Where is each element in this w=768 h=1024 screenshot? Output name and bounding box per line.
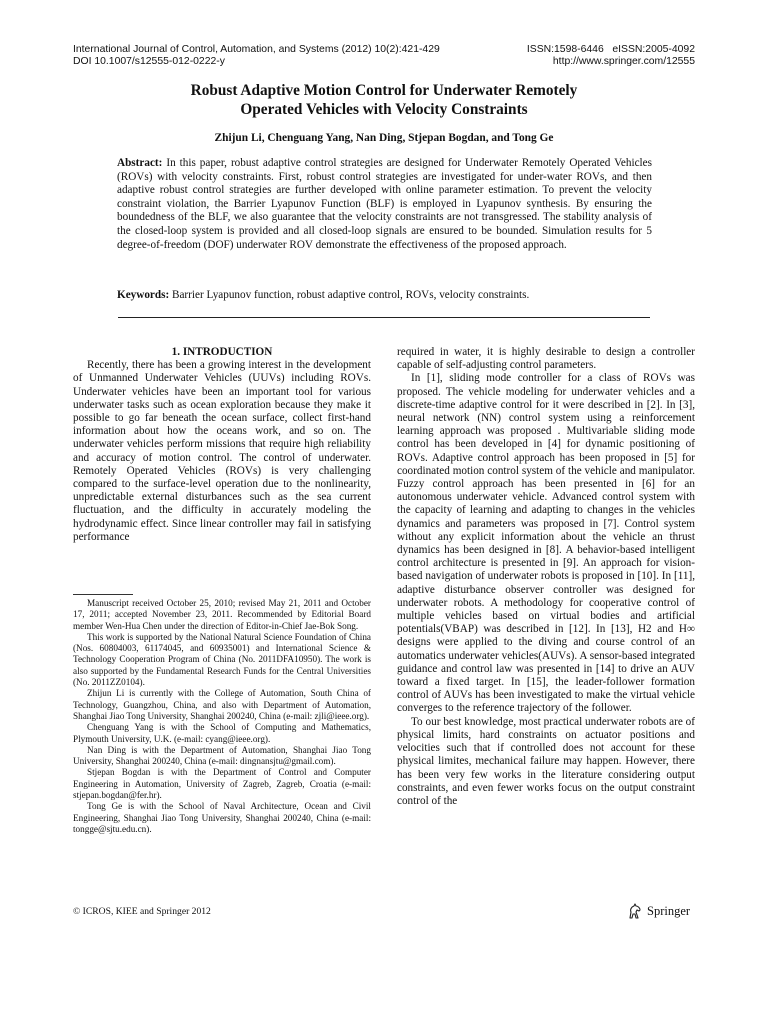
copyright-notice: © ICROS, KIEE and Springer 2012 [73,906,211,917]
journal-url[interactable]: http://www.springer.com/12555 [552,56,695,67]
abstract-label: Abstract: [117,157,163,169]
paper-title [73,81,695,119]
footnote-author-ding: Nan Ding is with the Department of Automation, Shanghai Jiao Tong University, Shanghai 200240, China (e-mail: dingnansjtu@gmail.com). [73,744,371,767]
footnote-author-li: Zhijun Li is currently with the College of Automation, South China of Technology, Guangzhou, China, and also with Department of Automation, Shanghai Jiao Tong University, Shanghai 200240, China (e-mail: zjli@ieee.org). [73,688,371,721]
journal-header-left [73,44,440,68]
journal-header-right [515,44,695,68]
section-divider [118,317,650,318]
title-line-1: Robust Adaptive Motion Control for Underwater Remotely [190,82,578,99]
footnote-funding: This work is supported by the National Natural Science Foundation of China (Nos. 60804003, 61174045, and 60935001) and International Science & Technology Cooperation Program of China (No. 2011DFA10950). The work is also supported by the Fundamental Research Funds for the Central Universities (No. 2011ZZ0104). [73,631,371,688]
right-column [397,346,695,808]
author-list: Zhijun Li, Chenguang Yang, Nan Ding, Stjepan Bogdan, and Tong Ge [214,132,554,144]
doi-text: DOI 10.1007/s12555-012-0222-y [73,56,225,67]
intro-paragraph-1: Recently, there has been a growing interest in the development of Unmanned Underwater Vehicles (UUVs) including ROVs. Underwater vehicles have been an important tool for various underwater tasks such as ocean exploration because they make it possible to go far beneath the ocean surface, collect first-hand information about how the oceans work, and so on. The underwater vehicles perform missions that require high reliability and accuracy of motion control. The control of underwater. Remotely Operated Vehicles (ROVs) is very challenging compared to the surface-level operation due to the nonlinearity, unpredictable external disturbances such as the sea current fluctuation, and the difficulty in accurately modeling the hydrodynamic effect. Since linear controller may fail in satisfying performance [73,359,371,543]
footnote-divider [73,594,133,595]
journal-citation: International Journal of Control, Automation, and Systems (2012) 10(2):421-429 [73,44,440,55]
issn-text: ISSN:1598-6446 eISSN:2005-4092 [526,44,695,55]
keywords [117,289,652,303]
abstract-text: In this paper, robust adaptive control strategies are designed for Underwater Remotely Operated Vehicles (ROVs) with velocity constraints. First, robust control strategies are investigated for under-water ROVs, and then adaptive robust control strategies are further developed with online parameter estimation. To prevent the velocity constraint violation, the Barrier Lyapunov Function (BLF) is employed in Lyapunov synthesis. By ensuring the boundedness of the BLF, we also guarantee that the velocity constraints are not transgressed. The stability analysis of the closed-loop system is provided and all closed-loop signals are ensured to be bounded. Simulation results for 5 degree-of-freedom (DOF) underwater ROV demonstrate the effectiveness of the proposed approach. [117,157,652,251]
intro-paragraph-2: required in water, it is highly desirable to design a controller capable of self-adjusting control parameters. [397,346,695,372]
intro-paragraph-3: In [1], sliding mode controller for a class of ROVs was proposed. The vehicle modeling for underwater vehicles and a discrete-time adaptive control for it were described in [2]. In [3], neural network (NN) control system using a reinforcement learning approach was proposed . Multivariable sliding mode control has been developed in [4] for dynamic positioning of ROVs. Adaptive control approach has been proposed in [5] for coordinated motion control system of the vehicle and manipulator. Fuzzy control approach has been presented in [6] for an autonomous underwater vehicle. Advanced control system with the capacity of learning and adapting to changes in the vehicles dynamics and parameters was proposed in [7]. Control system without any explicit information about the vehicle an thrust dynamics has been designed in [8]. A behavior-based intelligent control architecture is presented in [9]. An approach for vision-based navigation of underwater robots is proposed in [10]. In [11], adaptive disturbance observer controller was designed for underwater robots. A methodology for cooperative control of multiple vehicles based on virtual bodies and artificial potentials(VBAP) was described in [12]. In [13], H2 and H∞ designs were applied to the diving and course control of an automatics underwater vehicles(AUVs). A sensor-based integrated guidance and control law was presented in [14] to drive an AUV toward a fixed target. In [15], the leader-follower formation control of AUVs has been investigated to make the virtual vehicle converges to the reference trajectory of the follower. [397,372,695,715]
footnote-author-ge: Tong Ge is with the School of Naval Architecture, Ocean and Civil Engineering, Shanghai Jiao Tong University, Shanghai 200240, China (e-mail: tongge@sjtu.edu.cn). [73,801,371,834]
keywords-label: Keywords: [117,289,170,301]
footnote-author-bogdan: Stjepan Bogdan is with the Department of Control and Computer Engineering in Automation, University of Zagreb, Zagreb, Croatia (e-mail: stjepan.bogdan@fer.hr). [73,767,371,801]
left-column [73,346,371,544]
footnotes [73,598,371,835]
springer-logo [626,902,690,920]
keywords-text: Barrier Lyapunov function, robust adaptive control, ROVs, velocity constraints. [169,289,530,301]
title-line-2: Operated Vehicles with Velocity Constraints [240,101,528,118]
abstract [117,157,652,252]
intro-paragraph-4: To our best knowledge, most practical underwater robots are of physical limits, hard constraints on actuator positions and velocities such that if controlled does not account for these physical limites, mechanical failure may happen. However, there has been very few works in the literature considering output constraints, and even fewer works focus on the output constraint control of the [397,715,695,807]
footnote-manuscript: Manuscript received October 25, 2010; revised May 21, 2011 and October 17, 2011; accepted November 23, 2011. Recommended by Editorial Board member Wen-Hua Chen under the direction of Editor-in-Chief Jae-Bok Song. [73,598,371,631]
springer-wordmark: Springer [647,903,691,918]
section-heading-introduction: 1. INTRODUCTION [171,346,273,358]
springer-horse-icon [626,902,644,920]
footnote-author-yang: Chenguang Yang is with the School of Computing and Mathematics, Plymouth University, U.K. (e-mail: cyang@ieee.org). [73,722,371,744]
